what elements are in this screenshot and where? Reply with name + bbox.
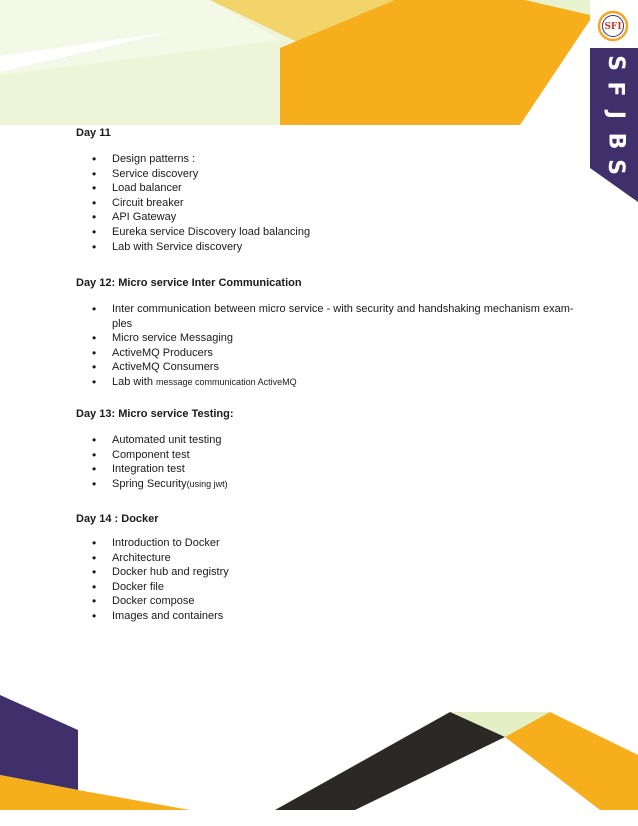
list-item: • Automated unit testing <box>76 433 234 448</box>
list-item <box>76 302 582 331</box>
sfi-logo-icon <box>596 9 630 43</box>
section-day-14 <box>76 512 229 624</box>
brand-letter: S <box>602 159 628 175</box>
brand-letter: J <box>603 110 628 120</box>
list-item: • ActiveMQ Consumers <box>76 360 582 375</box>
footer-orange-right <box>505 712 638 810</box>
brand-letter: B <box>603 132 628 150</box>
footer-purple-shape <box>0 695 78 790</box>
list-item: • Docker compose <box>76 594 229 609</box>
list-item <box>76 477 234 492</box>
sfi-logo <box>595 8 631 44</box>
list-item: • Service discovery <box>76 167 310 182</box>
sfi-logo-text: SFI <box>604 22 622 32</box>
section-day-12 <box>76 276 582 390</box>
topic-list <box>76 536 229 624</box>
section-day-13 <box>76 407 234 491</box>
list-item: • Lab with Service discovery <box>76 240 310 255</box>
list-item-text: Spring Security <box>112 477 187 490</box>
list-item: • Circuit breaker <box>76 196 310 211</box>
list-item: • Docker hub and registry <box>76 565 229 580</box>
list-item: • Images and containers <box>76 609 229 624</box>
list-item: • Load balancer <box>76 181 310 196</box>
list-item-text-small: (using jwt) <box>186 478 228 489</box>
topic-list <box>76 152 310 254</box>
footer-lime-shape <box>450 712 550 737</box>
list-item: • API Gateway <box>76 210 310 225</box>
list-item: • Architecture <box>76 551 229 566</box>
list-item: • Introduction to Docker <box>76 536 229 551</box>
topic-list <box>76 433 234 491</box>
topic-list <box>76 302 582 390</box>
brand-letter: S <box>602 55 628 71</box>
brand-vertical-text <box>600 50 630 180</box>
section-day-11 <box>76 126 310 254</box>
section-title: Day 12: Micro service Inter Communication <box>76 277 302 289</box>
list-item-text-small: message communication ActiveMQ <box>156 376 297 387</box>
section-title: Day 14 : Docker <box>76 513 159 525</box>
list-item: • Docker file <box>76 580 229 595</box>
list-item-text: Lab with <box>112 375 157 388</box>
footer-orange-left <box>0 775 190 810</box>
list-item-text-continued: ples <box>112 317 133 330</box>
list-item: • Micro service Messaging <box>76 331 582 346</box>
list-item-text: Inter communication between micro service - with security and handshaking mechanism exam- <box>112 303 574 315</box>
list-item: • ActiveMQ Producers <box>76 346 582 361</box>
list-item: • Integration test <box>76 462 234 477</box>
section-title: Day 13: Micro service Testing: <box>76 408 234 420</box>
list-item <box>76 375 582 390</box>
footer-dark-shape <box>275 712 505 810</box>
list-item: • Eureka service Discovery load balancing <box>76 225 310 240</box>
list-item: • Design patterns : <box>76 152 310 167</box>
section-title: Day 11 <box>76 127 111 139</box>
list-item: • Component test <box>76 448 234 463</box>
brand-letter: F <box>603 81 628 97</box>
